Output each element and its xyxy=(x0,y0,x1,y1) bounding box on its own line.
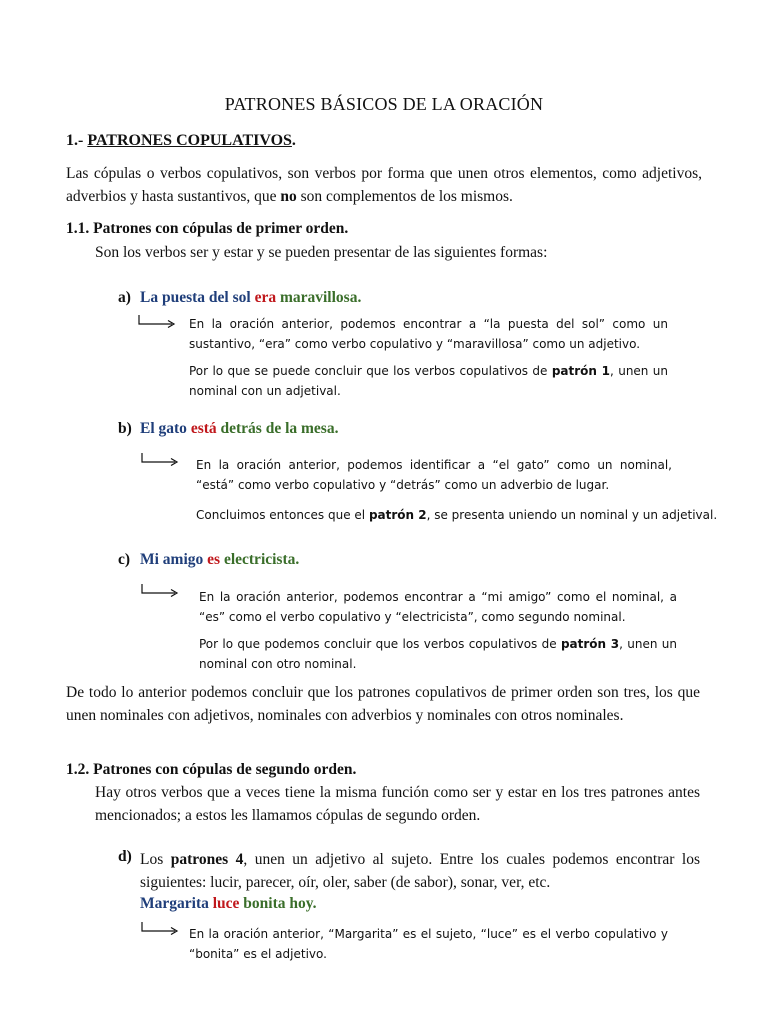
arrow-right-icon xyxy=(141,583,181,597)
example-b-subject: El gato xyxy=(140,420,191,437)
example-b-note-1: En la oración anterior, podemos identificar a “el gato” como un nominal, “está” como verbo copulativo y “detrás” como un adverbio de lugar. xyxy=(196,458,672,492)
page-title: PATRONES BÁSICOS DE LA ORACIÓN xyxy=(224,94,544,114)
section-1-title: PATRONES COPULATIVOS xyxy=(87,132,292,149)
example-d-note-1: En la oración anterior, “Margarita” es el sujeto, “luce” es el verbo copulativo y “bonita” es el adjetivo. xyxy=(189,927,668,961)
arrow-right-icon xyxy=(141,452,181,466)
example-b-complement: detrás de la mesa. xyxy=(216,420,339,437)
example-d-subject: Margarita xyxy=(140,895,213,912)
example-a-sentence xyxy=(140,289,361,307)
intro-bold: no xyxy=(280,188,297,205)
example-b-note-2-bold: patrón 2 xyxy=(368,508,427,522)
example-c-verb: es xyxy=(207,551,221,568)
arrow-right-icon xyxy=(141,921,181,935)
example-a-complement: maravillosa. xyxy=(276,289,362,306)
example-d-complement: bonita hoy. xyxy=(239,895,317,912)
example-d-bold: patrones 4 xyxy=(170,851,244,868)
example-d-text-1: Los xyxy=(140,851,171,868)
example-a-subject: La puesta del sol xyxy=(140,289,255,306)
example-c-note-2-text-1: Por lo que podemos concluir que los verbos copulativos de xyxy=(199,637,561,651)
example-d-sentence xyxy=(140,895,317,913)
example-b-sentence xyxy=(140,420,338,438)
section-1-period: . xyxy=(291,132,296,149)
example-a-note-2-bold: patrón 1 xyxy=(551,364,611,378)
example-b xyxy=(118,420,718,440)
example-b-label: b) xyxy=(118,420,132,437)
example-c-complement: electricista. xyxy=(220,551,300,568)
section-1-number: 1.- xyxy=(66,132,88,149)
section-1-heading xyxy=(66,132,296,150)
example-b-note-2-text-1: Concluimos entonces que el xyxy=(196,508,369,522)
example-c xyxy=(118,551,718,571)
example-b-note-2-text-2: , se presenta uniendo un nominal y un adjetival. xyxy=(426,508,718,522)
example-d-text-2: , unen un adjetivo al sujeto. Entre los cuales podemos encontrar los siguientes: lucir, parecer, oír, oler, saber (de sabor), sonar, ver, etc. xyxy=(140,851,700,891)
example-a-note-1: En la oración anterior, podemos encontrar a “la puesta del sol” como un sustantivo, “era” como verbo copulativo y “maravillosa” como un adjetivo. xyxy=(189,317,668,351)
section-1-2-text: Hay otros verbos que a veces tiene la misma función como ser y estar en los tres patrones antes mencionados; a estos les llamamos cópulas de segundo orden. xyxy=(95,784,700,824)
example-d-verb: luce xyxy=(212,895,240,912)
example-c-label: c) xyxy=(118,551,131,568)
intro-text-1: Las cópulas o verbos copulativos, son verbos por forma que unen otros elementos, como adjetivos, adverbios y hasta sustantivos, que xyxy=(66,165,702,205)
conclusion-text: De todo lo anterior podemos concluir que los patrones copulativos de primer orden son tres, los que unen nominales con adjetivos, nominales con adverbios y nominales con otros nominales. xyxy=(66,684,700,724)
example-a-label: a) xyxy=(118,289,131,306)
example-a-note-2-text-2: , unen un nominal con un adjetival. xyxy=(189,364,669,398)
example-c-sentence xyxy=(140,551,299,569)
example-b-verb: está xyxy=(190,420,217,437)
arrow-right-icon xyxy=(138,314,178,328)
section-1-intro xyxy=(66,162,702,208)
example-a-verb: era xyxy=(254,289,277,306)
example-c-note-2-text-2: , unen un nominal con otro nominal. xyxy=(199,637,677,671)
example-b-note-2 xyxy=(196,505,718,525)
section-1-2-heading: 1.2. Patrones con cópulas de segundo orden. xyxy=(66,761,357,778)
example-a-note-2-text-1: Por lo que se puede concluir que los verbos copulativos de xyxy=(189,364,552,378)
section-1-1-heading: 1.1. Patrones con cópulas de primer orden. xyxy=(66,220,349,237)
example-a-note-2 xyxy=(189,361,668,401)
example-d-label: d) xyxy=(118,848,132,865)
example-c-note-1: En la oración anterior, podemos encontrar a “mi amigo” como el nominal, a “es” como el verbo copulativo y “electricista”, como segundo nominal. xyxy=(199,590,677,624)
example-d-text xyxy=(140,848,700,894)
section-1-1-text: Son los verbos ser y estar y se pueden presentar de las siguientes formas: xyxy=(95,244,548,261)
intro-text-2: son complementos de los mismos. xyxy=(296,188,513,205)
example-a xyxy=(118,289,718,309)
example-c-note-2 xyxy=(199,634,677,674)
example-d xyxy=(118,848,700,918)
example-c-note-2-bold: patrón 3 xyxy=(560,637,620,651)
example-c-subject: Mi amigo xyxy=(140,551,208,568)
